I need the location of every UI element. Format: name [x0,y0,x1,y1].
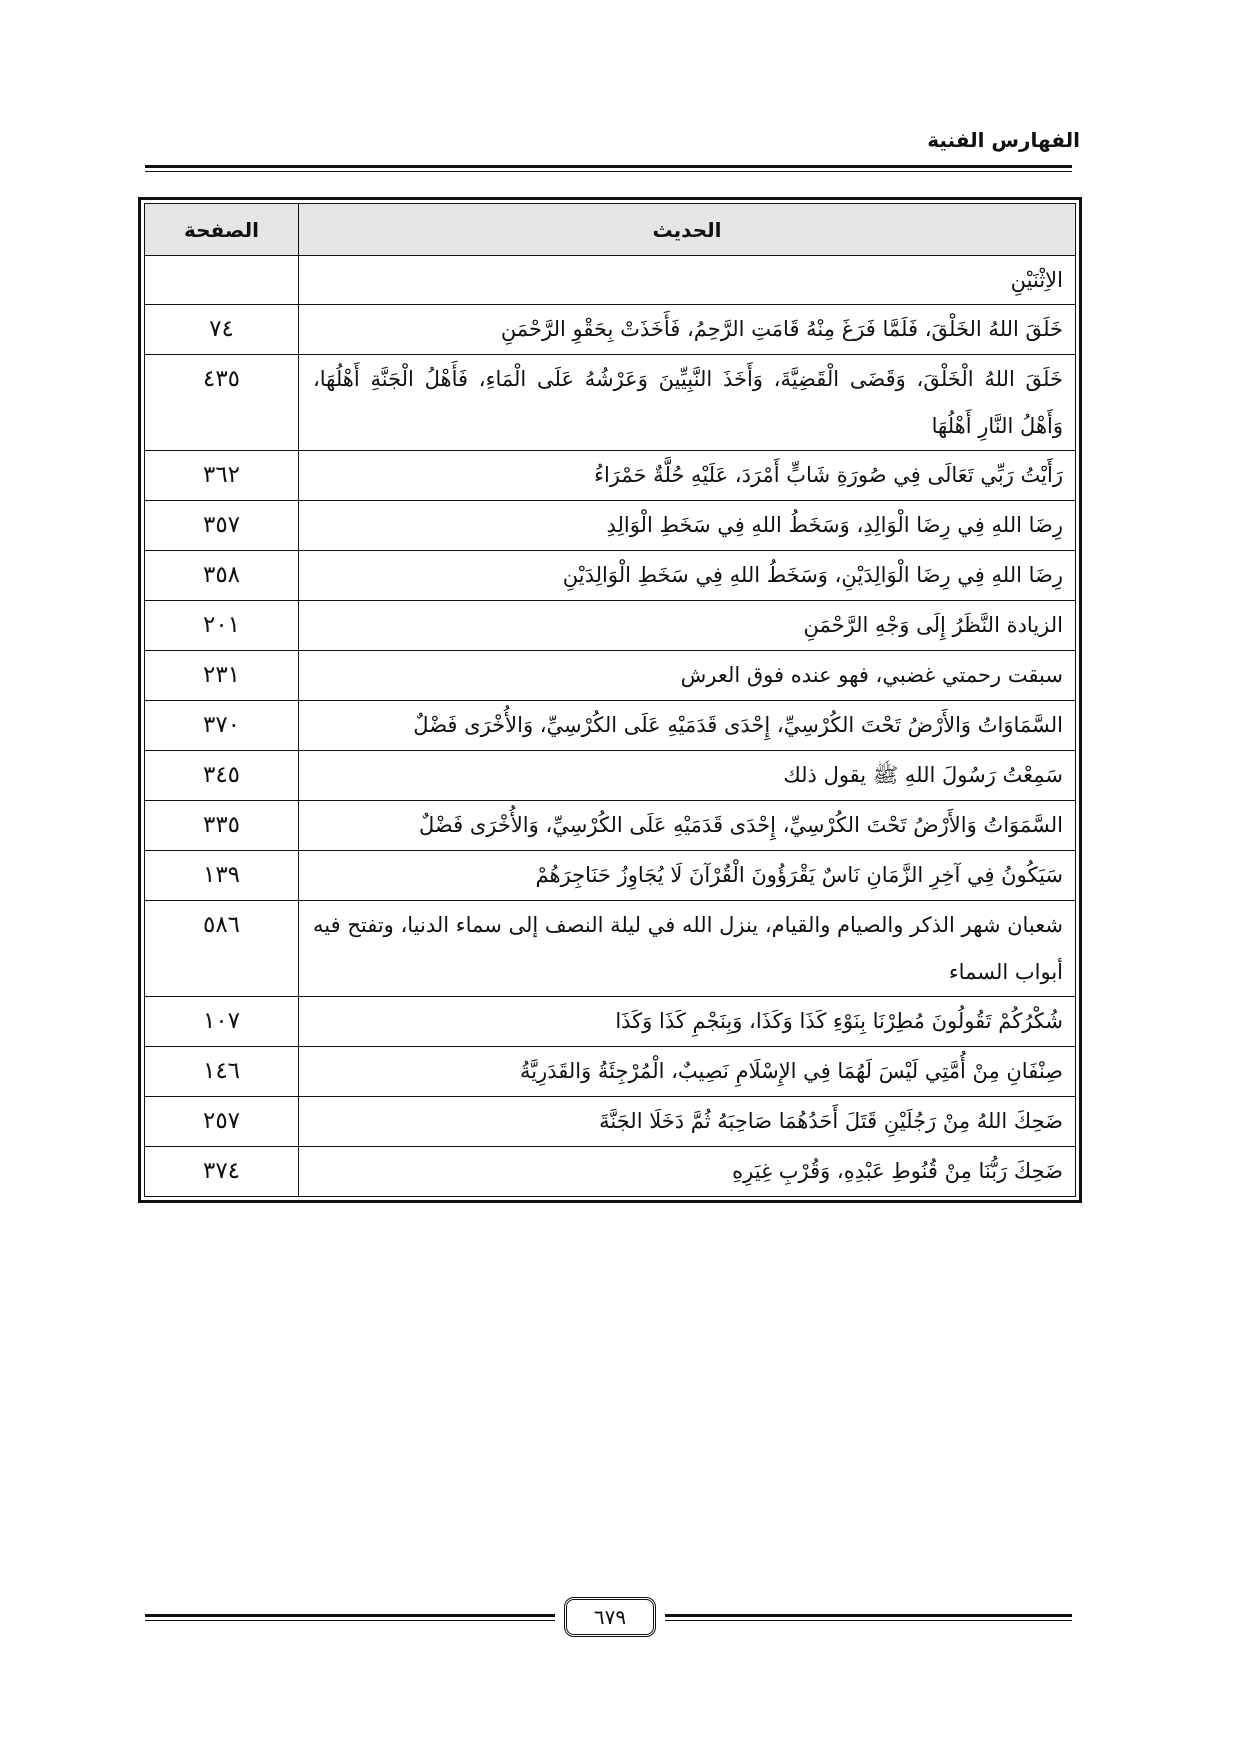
column-header-hadith: الحديث [299,204,1076,256]
hadith-text: الزيادة النَّظَرُ إِلَى وَجْهِ الرَّحْمَنِ [299,601,1076,651]
table-row [145,1097,1076,1147]
hadith-index-table [144,203,1076,1197]
table-row [145,901,1076,997]
page-ref: ٢٠١ [145,601,299,651]
hadith-text: صِنْفَانِ مِنْ أُمَّتِي لَيْسَ لَهُمَا فِي الإِسْلَامِ نَصِيبٌ، الْمُرْجِئَةُ وَالقَدَرِيَّةُ [299,1047,1076,1097]
table-row [145,997,1076,1047]
page-ref: ٣٤٥ [145,751,299,801]
table-header-row [145,204,1076,256]
table-row [145,1047,1076,1097]
hadith-text: سَمِعْتُ رَسُولَ اللهِ ﷺ يقول ذلك [299,751,1076,801]
column-header-page: الصفحة [145,204,299,256]
page-ref: ٣٣٥ [145,801,299,851]
table-row [145,305,1076,355]
table-row [145,801,1076,851]
hadith-text: شعبان شهر الذكر والصيام والقيام، ينزل الله في ليلة النصف إلى سماء الدنيا، وتفتح فيه أبواب السماء [299,901,1076,997]
page-ref: ٣٧٤ [145,1147,299,1197]
page-ref: ١٣٩ [145,851,299,901]
page-ref: ٣٦٢ [145,451,299,501]
table-row [145,701,1076,751]
table-row [145,501,1076,551]
hadith-text: الاِثْنَيْنِ [299,256,1076,305]
page-ref: ٤٣٥ [145,355,299,451]
hadith-text: سبقت رحمتي غضبي، فهو عنده فوق العرش [299,651,1076,701]
hadith-text: رَأَيْتُ رَبِّي تَعَالَى فِي صُورَةِ شَابٍّ أَمْرَدَ، عَلَيْهِ حُلَّةٌ حَمْرَاءُ [299,451,1076,501]
hadith-text: خَلَقَ اللهُ الْخَلْقَ، وَقَضَى الْقَضِيَّةَ، وَأَخَذَ النَّبِيِّينَ وَعَرْشُهُ عَلَى الْمَاءِ، فَأَهْلُ الْجَنَّةِ أَهْلُهَا، وَأَهْلُ النَّارِ أَهْلُهَا [299,355,1076,451]
page-ref: ١٠٧ [145,997,299,1047]
page-ref: ١٤٦ [145,1047,299,1097]
hadith-text: شُكْرُكُمْ تَقُولُونَ مُطِرْنَا بِنَوْءِ كَذَا وَكَذَا، وَبِنَجْمِ كَذَا وَكَذَا [299,997,1076,1047]
page-number: ٦٧٩ [564,1597,656,1637]
hadith-text: خَلَقَ اللهُ الخَلْقَ، فَلَمَّا فَرَغَ مِنْهُ قَامَتِ الرَّحِمُ، فَأَخَذَتْ بِحَقْوِ الرَّحْمَنِ [299,305,1076,355]
table-row [145,851,1076,901]
page-ref: ٣٧٠ [145,701,299,751]
table-row [145,751,1076,801]
table-row [145,451,1076,501]
hadith-text: السَّمَوَاتُ وَالأَرْضُ تَحْتَ الكُرْسِيِّ، إِحْدَى قَدَمَيْهِ عَلَى الكُرْسِيِّ، وَالأُخْرَى فَضْلٌ [299,801,1076,851]
page-ref: ٢٥٧ [145,1097,299,1147]
table-row [145,551,1076,601]
page-ref: ٣٥٧ [145,501,299,551]
running-title: الفهارس الفنية [927,128,1080,152]
hadith-text: ضَحِكَ رَبُّنَا مِنْ قُنُوطِ عَبْدِهِ، وَقُرْبِ غِيَرِهِ [299,1147,1076,1197]
page-ref: ٧٤ [145,305,299,355]
hadith-text: السَّمَاوَاتُ وَالأَرْضُ تَحْتَ الكُرْسِيِّ، إِحْدَى قَدَمَيْهِ عَلَى الكُرْسِيِّ، وَالأُخْرَى فَضْلٌ [299,701,1076,751]
page-ref [145,256,299,305]
table-row [145,256,1076,305]
hadith-text: سَيَكُونُ فِي آخِرِ الزَّمَانِ نَاسٌ يَقْرَؤُونَ الْقُرْآنَ لَا يُجَاوِزُ حَنَاجِرَهُمْ [299,851,1076,901]
page-ref: ٥٨٦ [145,901,299,997]
hadith-text: رِضَا اللهِ فِي رِضَا الْوَالِدِ، وَسَخَطُ اللهِ فِي سَخَطِ الْوَالِدِ [299,501,1076,551]
page-ref: ٢٣١ [145,651,299,701]
index-table-frame [138,197,1082,1203]
hadith-text: ضَحِكَ اللهُ مِنْ رَجُلَيْنِ قَتَلَ أَحَدُهُمَا صَاحِبَهُ ثُمَّ دَخَلَا الجَنَّةَ [299,1097,1076,1147]
footer-rule-right [665,1614,1072,1621]
table-row [145,601,1076,651]
header-double-rule [145,165,1072,172]
hadith-text: رِضَا اللهِ فِي رِضَا الْوَالِدَيْنِ، وَسَخَطُ اللهِ فِي سَخَطِ الْوَالِدَيْنِ [299,551,1076,601]
table-row [145,1147,1076,1197]
table-row [145,651,1076,701]
footer-rule-left [145,1614,555,1621]
table-row [145,355,1076,451]
page-ref: ٣٥٨ [145,551,299,601]
